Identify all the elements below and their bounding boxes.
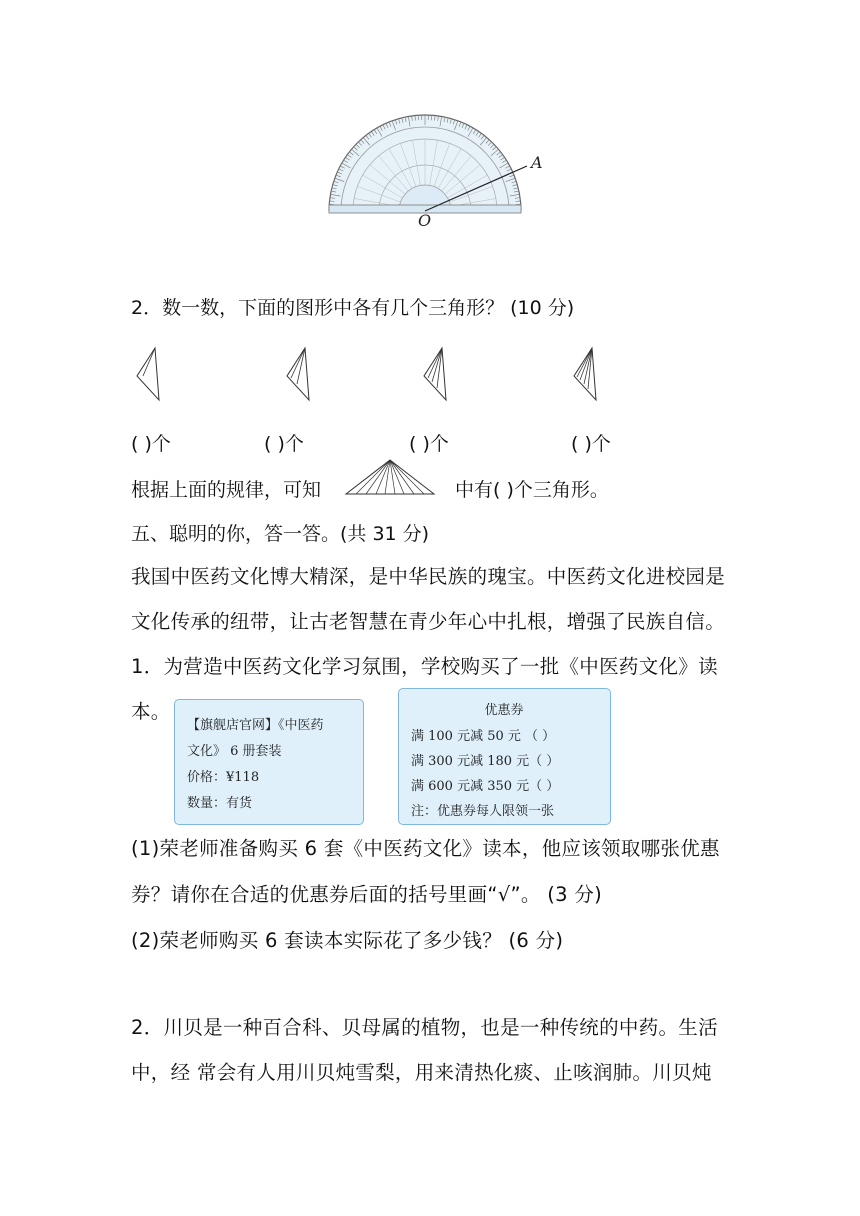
q1-line-1: 1．为营造中医药文化学习氛围，学校购买了一批《中医药文化》读: [131, 655, 718, 678]
coupon-option-3[interactable]: 满 600 元减 350 元（ ）: [411, 779, 560, 794]
protractor-figure: [325, 108, 555, 233]
rule-suffix[interactable]: 中有( )个三角形。: [455, 479, 609, 501]
product-card-price: 价格：¥118: [187, 770, 260, 785]
coupon-option-2[interactable]: 满 300 元减 180 元（ ）: [411, 754, 560, 769]
triangle-figure-4: [570, 346, 600, 404]
sub-question-1-line-2: 券？请你在合适的优惠券后面的括号里画“√”。 (3 分): [131, 883, 603, 906]
triangle-figure-1: [133, 346, 163, 404]
q2-line-1: 2．川贝是一种百合科、贝母属的植物，也是一种传统的中药。生活: [131, 1016, 718, 1039]
answer-blank-1[interactable]: ( )个: [131, 433, 171, 455]
product-card-stock: 数量：有货: [187, 796, 253, 811]
answer-blank-4[interactable]: ( )个: [571, 433, 611, 455]
point-o-label: O: [418, 211, 432, 230]
section-5-heading: 五、聪明的你，答一答。(共 31 分): [131, 523, 430, 545]
question-2-paragraph: [131, 1005, 731, 1095]
point-a-label: A: [531, 153, 543, 172]
intro-line-2: 文化传承的纽带，让古老智慧在青少年心中扎根，增强了民族自信。: [131, 610, 726, 633]
coupon-note: 注：优惠券每人限领一张: [411, 804, 555, 819]
sub-question-1-line-1: (1)荣老师准备购买 6 套《中医药文化》读本，他应该领取哪张优惠: [131, 837, 720, 860]
q1-line-2: 本。: [131, 700, 171, 723]
triangle-figure-3: [420, 346, 450, 404]
answer-blank-3[interactable]: ( )个: [409, 433, 449, 455]
product-card: [174, 699, 364, 825]
fan-triangle-figure: [344, 458, 436, 498]
sub-question-2: (2)荣老师购买 6 套读本实际花了多少钱？ (6 分): [131, 929, 564, 952]
rule-prefix: 根据上面的规律，可知: [131, 479, 322, 501]
intro-line-1: 我国中医药文化博大精深，是中华民族的瑰宝。中医药文化进校园是: [131, 565, 726, 588]
coupon-option-1[interactable]: 满 100 元减 50 元 （ ）: [411, 729, 556, 744]
product-card-line-1: 【旗舰店官网】《中医药: [187, 718, 324, 733]
coupon-card-title: 优惠券: [484, 703, 524, 718]
coupon-card: [398, 688, 611, 825]
answer-blank-2[interactable]: ( )个: [264, 433, 304, 455]
product-card-line-2: 文化》 6 册套装: [187, 744, 282, 759]
q2-line-2: 中，经 常会有人用川贝炖雪梨，用来清热化痰、止咳润肺。川贝炖: [131, 1061, 712, 1084]
sub-questions: [131, 826, 731, 964]
question-2-title: 2．数一数，下面的图形中各有几个三角形？ (10 分): [131, 297, 575, 319]
triangle-figure-2: [283, 346, 313, 404]
